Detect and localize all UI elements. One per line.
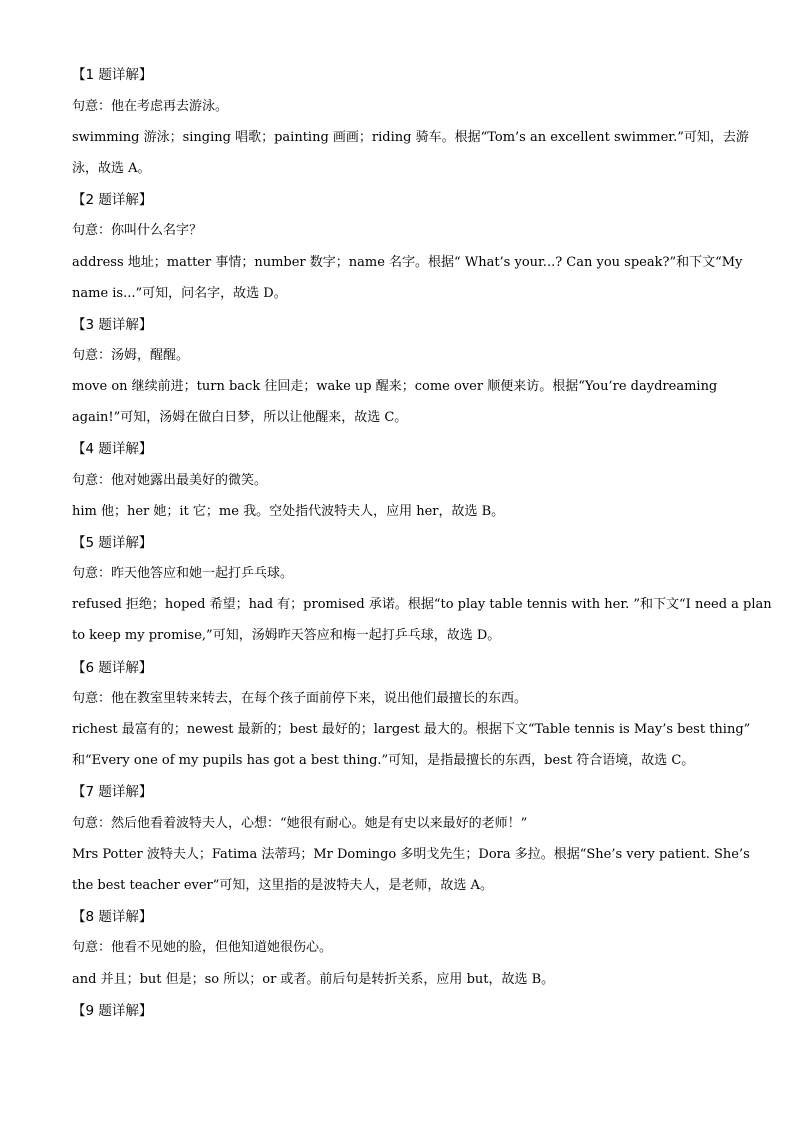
item-5-heading: 【5 题详解】 (72, 535, 153, 551)
item-3-meaning: 句意：汤姆，醒醒。 (72, 348, 190, 363)
item-1-meaning: 句意：他在考虑再去游泳。 (72, 99, 229, 114)
item-4-heading: 【4 题详解】 (72, 441, 153, 457)
item-5-explanation-line-2: to keep my promise,”可知，汤姆昨天答应和梅一起打乒乓球，故选 D。 (72, 628, 501, 643)
item-4-explanation-line-1: him 他；her 她；it 它；me 我。空处指代波特夫人，应用 her，故选 B。 (72, 504, 505, 519)
item-1-explanation-line-2: 泳，故选 A。 (72, 161, 151, 176)
item-5-meaning: 句意：昨天他答应和她一起打乒乓球。 (72, 566, 294, 581)
item-6-explanation-line-1: richest 最富有的；newest 最新的；best 最好的；largest 最大的。根据下文“Table tennis is May’s best thing” (72, 722, 751, 737)
item-1-heading: 【1 题详解】 (72, 67, 153, 83)
item-7-explanation-line-2: the best teacher ever”可知，这里指的是波特夫人，是老师，故选 A。 (72, 878, 493, 893)
item-2-explanation-line-1: address 地址；matter 事情；number 数字；name 名字。根据“ What’s your...? Can you speak?”和下文“My (72, 255, 743, 270)
item-6-heading: 【6 题详解】 (72, 660, 153, 676)
item-7-explanation-line-1: Mrs Potter 波特夫人；Fatima 法蒂玛；Mr Domingo 多明戈先生；Dora 多拉。根据“She’s very patient. She’s (72, 847, 750, 862)
item-2-heading: 【2 题详解】 (72, 192, 153, 208)
item-9-heading: 【9 题详解】 (72, 1003, 153, 1019)
item-2-meaning: 句意：你叫什么名字？ (72, 223, 203, 238)
item-3-explanation-line-2: again!”可知，汤姆在做白日梦，所以让他醒来，故选 C。 (72, 410, 408, 425)
item-3-heading: 【3 题详解】 (72, 317, 153, 333)
item-4-meaning: 句意：他对她露出最美好的微笑。 (72, 473, 268, 488)
item-2-explanation-line-2: name is...”可知，问名字，故选 D。 (72, 286, 287, 301)
item-7-meaning: 句意：然后他看着波特夫人，心想：“她很有耐心。她是有史以来最好的老师！” (72, 816, 528, 831)
item-5-explanation-line-1: refused 拒绝；hoped 希望；had 有；promised 承诺。根据“to play table tennis with her. ”和下文“I need a plan (72, 597, 772, 612)
item-3-explanation-line-1: move on 继续前进；turn back 往回走；wake up 醒来；come over 顺便来访。根据“You’re daydreaming (72, 379, 718, 394)
item-1-explanation-line-1: swimming 游泳；singing 唱歌；painting 画画；riding 骑车。根据“Tom’s an excellent swimmer.”可知，去游 (72, 130, 749, 145)
item-8-meaning: 句意：他看不见她的脸，但他知道她很伤心。 (72, 940, 333, 955)
item-7-heading: 【7 题详解】 (72, 784, 153, 800)
item-8-heading: 【8 题详解】 (72, 909, 153, 925)
item-6-meaning: 句意：他在教室里转来转去，在每个孩子面前停下来，说出他们最擅长的东西。 (72, 691, 528, 706)
item-6-explanation-line-2: 和“Every one of my pupils has got a best thing.”可知，是指最擅长的东西，best 符合语境，故选 C。 (72, 753, 695, 768)
item-8-explanation-line-1: and 并且；but 但是；so 所以；or 或者。前后句是转折关系，应用 but，故选 B。 (72, 972, 555, 987)
